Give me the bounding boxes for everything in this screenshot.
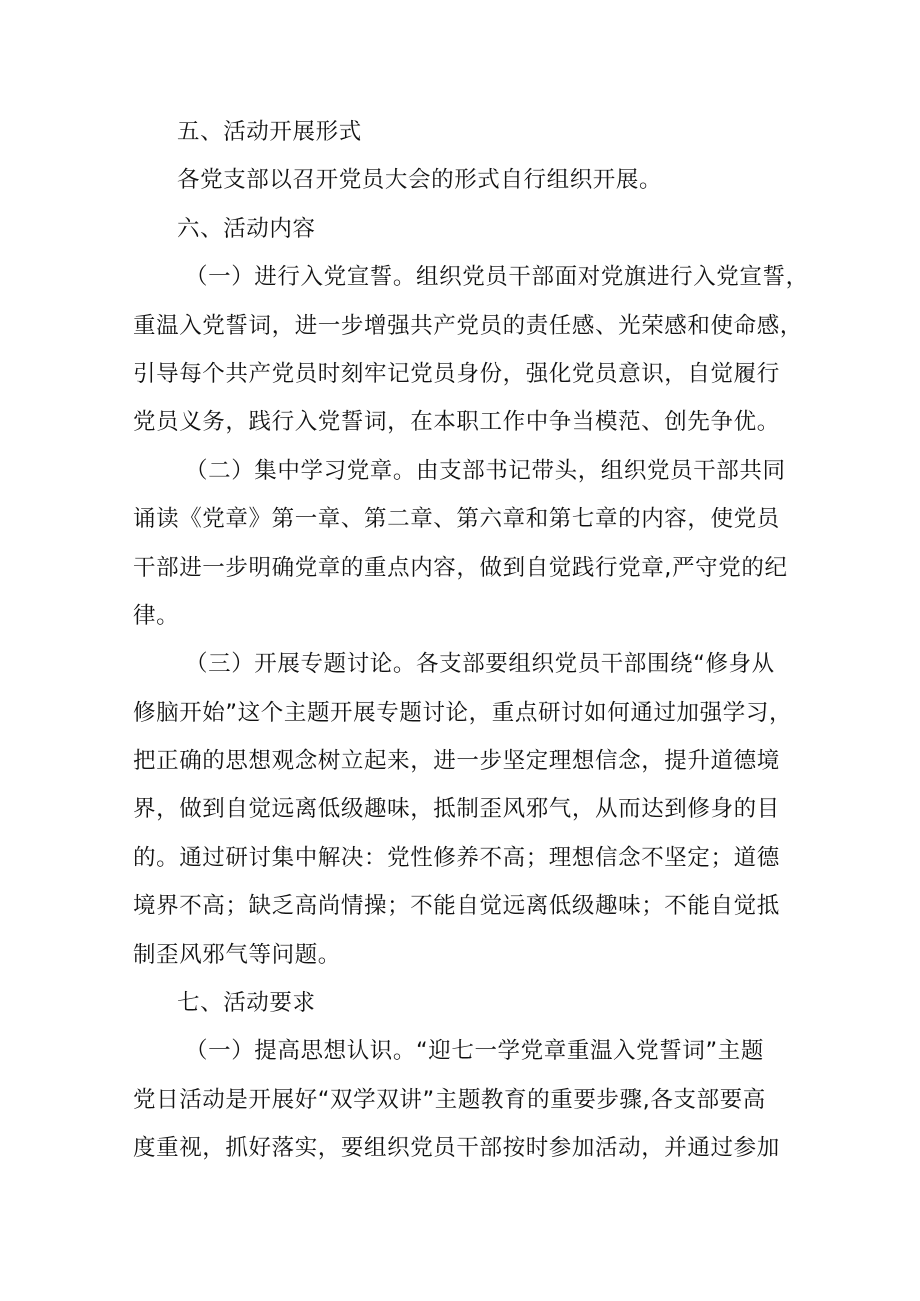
section-heading-5: 五、活动开展形式 (177, 119, 362, 145)
paragraph-line: 干部进一步明确党章的重点内容，做到自觉践行党章,严守党的纪 (133, 554, 788, 581)
paragraph-line: 各党支部以召开党员大会的形式自行组织开展。 (177, 167, 663, 194)
paragraph-line: 界，做到自觉远离低级趣味，抵制歪风邪气，从而达到修身的目 (133, 796, 780, 823)
section-heading-7: 七、活动要求 (177, 990, 316, 1017)
section-heading-6: 六、活动内容 (177, 215, 316, 242)
paragraph-line: 重温入党誓词，进一步增强共产党员的责任感、光荣感和使命感， (133, 312, 803, 339)
paragraph-line: （一）提高思想认识。“迎七一学党章重温入党誓词”主题 (185, 1038, 764, 1065)
paragraph-line: （一）进行入党宣誓。组织党员干部面对党旗进行入党宣誓， (185, 264, 809, 291)
paragraph-line: 诵读《党章》第一章、第二章、第六章和第七章的内容，使党员 (133, 506, 780, 533)
paragraph-line: 引导每个共产党员时刻牢记党员身份，强化党员意识，自觉履行 (133, 360, 780, 387)
document-page (133, 108, 809, 1173)
paragraph-line: （三）开展专题讨论。各支部要组织党员干部围绕“修身从 (185, 651, 775, 678)
paragraph-line: 党员义务，践行入党誓词，在本职工作中争当模范、创先争优。 (133, 409, 780, 436)
paragraph-line: 把正确的思想观念树立起来，进一步坚定理想信念，提升道德境 (133, 748, 780, 775)
paragraph-line: 的。通过研讨集中解决：党性修养不高；理想信念不坚定；道德 (133, 844, 780, 871)
paragraph-line: 律。 (133, 602, 180, 629)
paragraph-line: （二）集中学习党章。由支部书记带头，组织党员干部共同 (185, 457, 786, 484)
paragraph-line: 制歪风邪气等问题。 (133, 941, 341, 968)
paragraph-line: 度重视，抓好落实，要组织党员干部按时参加活动，并通过参加 (133, 1135, 780, 1162)
paragraph-line: 境界不高；缺乏高尚情操；不能自觉远离低级趣味；不能自觉抵 (133, 893, 780, 920)
paragraph-line: 修脑开始”这个主题开展专题讨论，重点研讨如何通过加强学习， (133, 699, 793, 726)
paragraph-line: 党日活动是开展好“双学双讲”主题教育的重要步骤,各支部要高 (133, 1086, 766, 1113)
